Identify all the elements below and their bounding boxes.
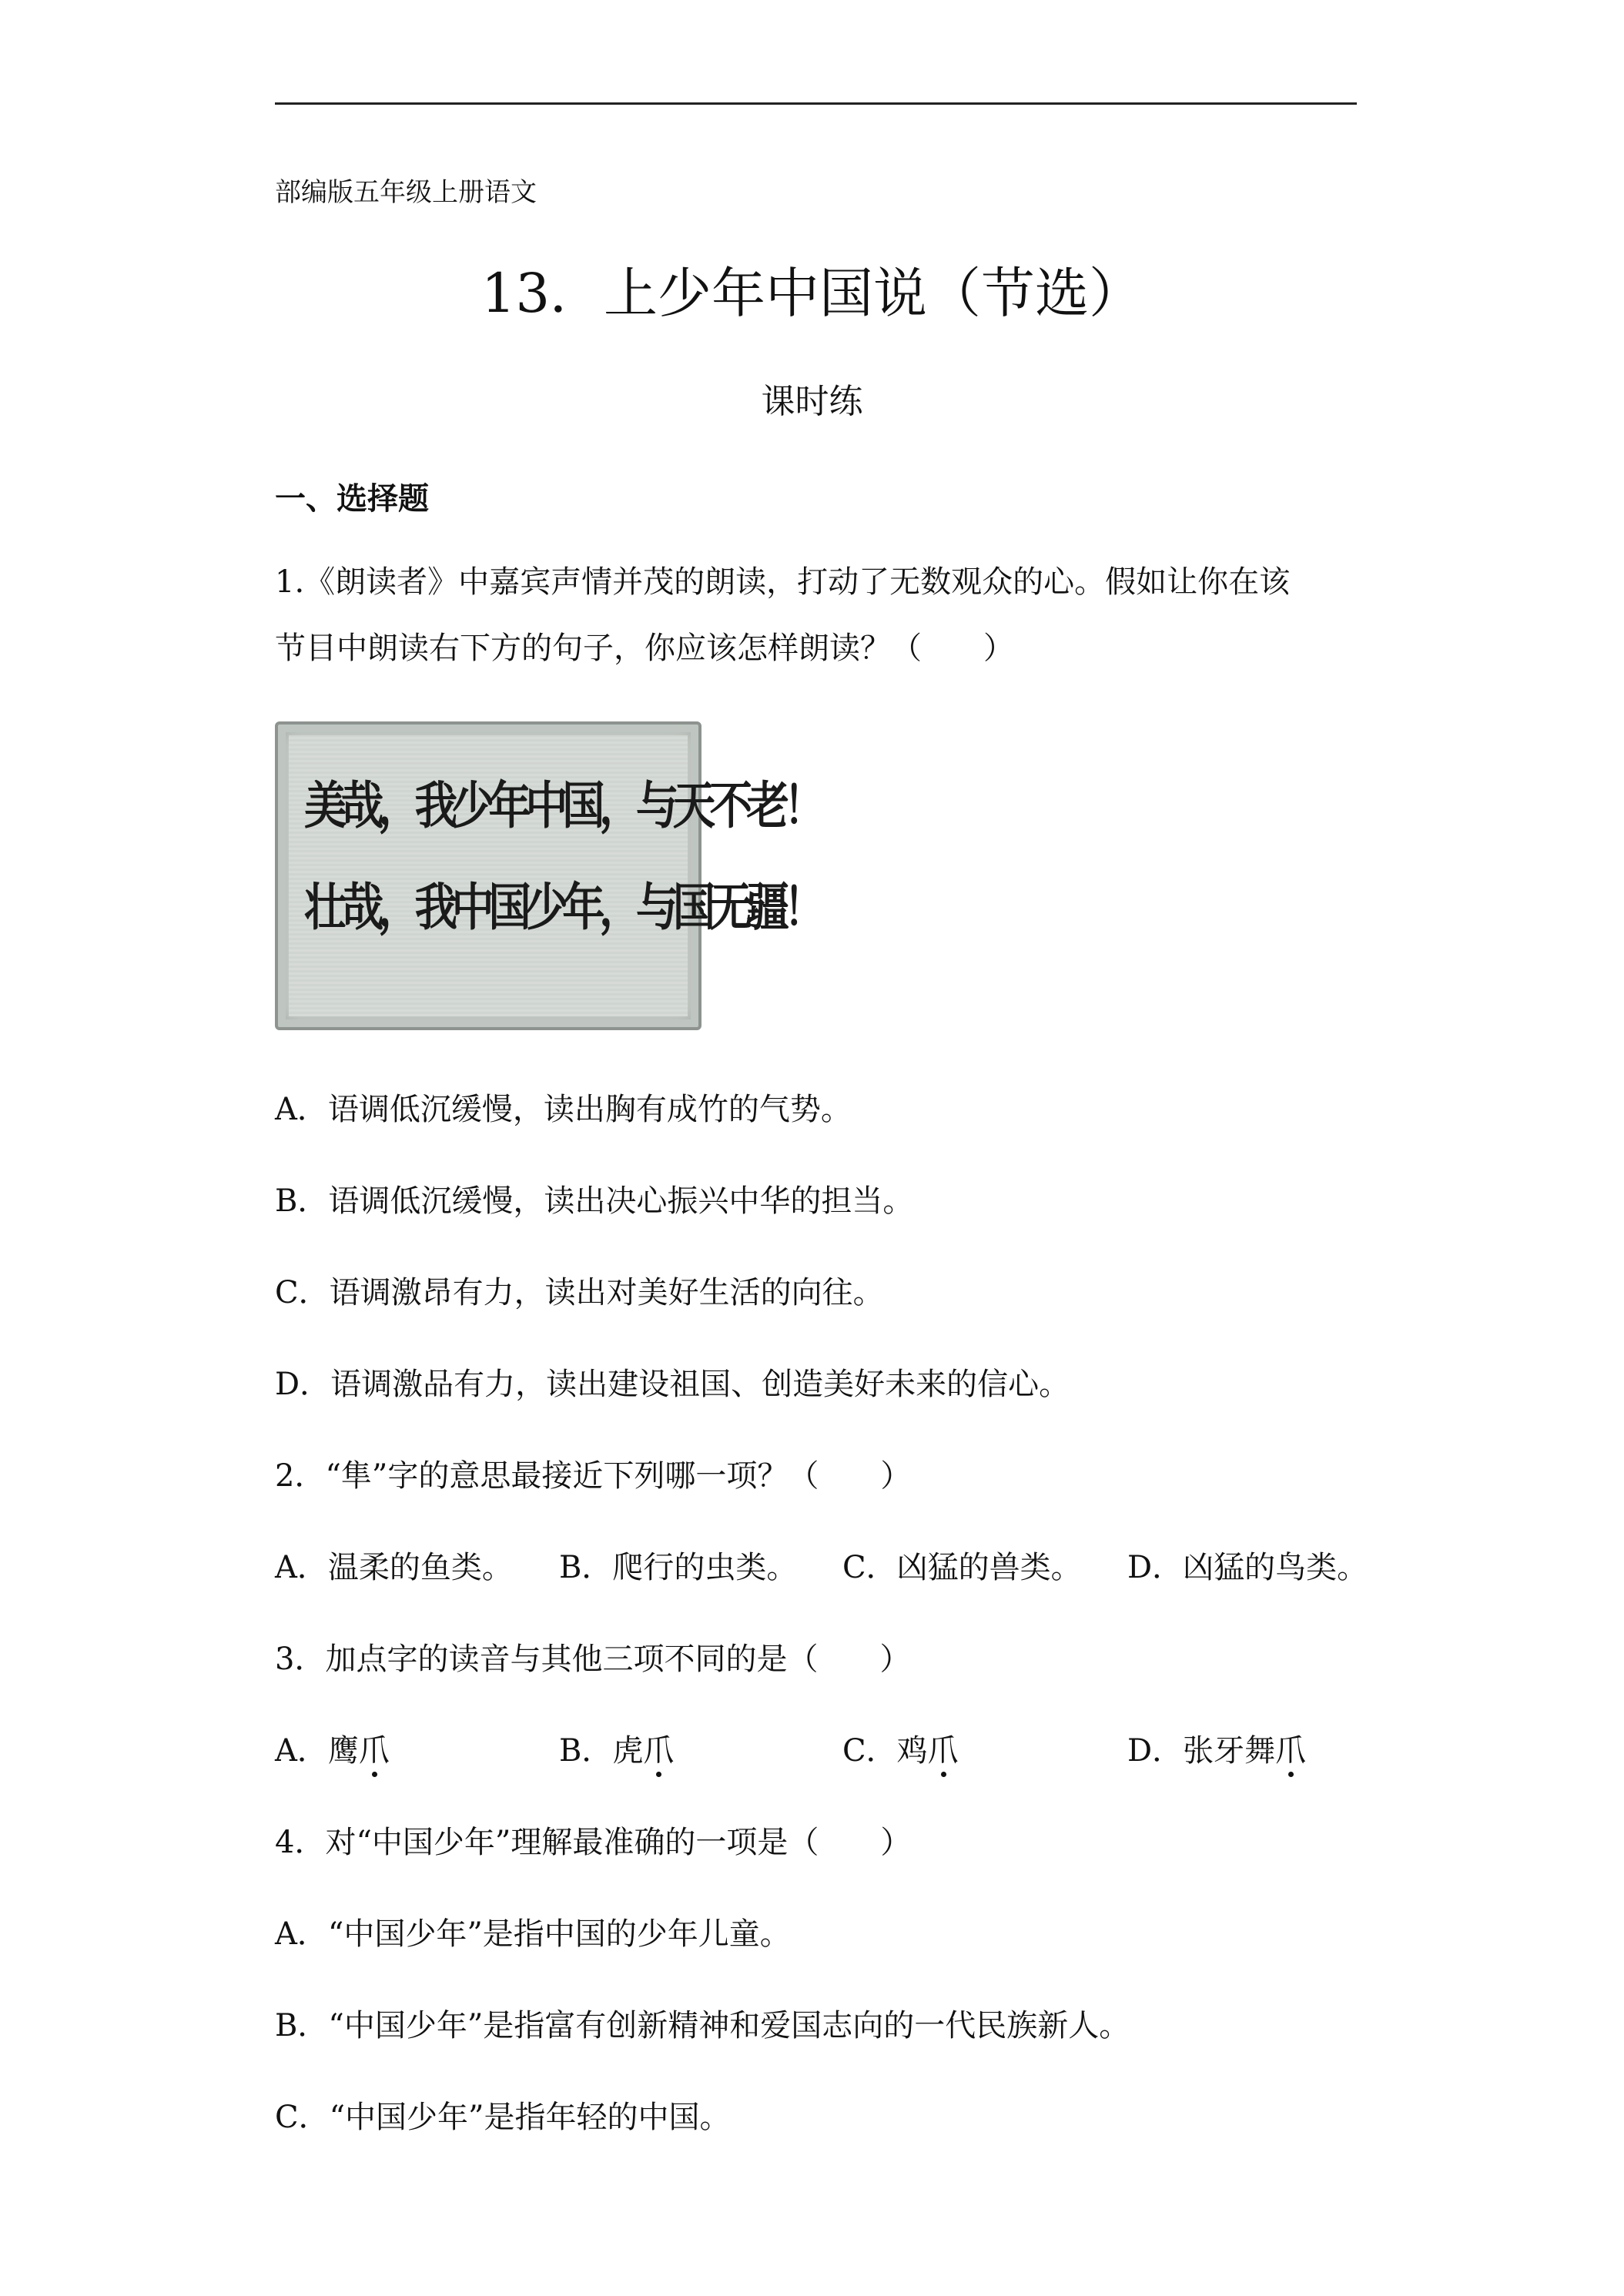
q3-option-b-text: 虎 bbox=[612, 1733, 644, 1769]
page-title: 13．上少年中国说（节选） bbox=[481, 262, 1143, 325]
q2-stem: 2．“隼”字的意思最接近下列哪一项？（ ） bbox=[275, 1458, 912, 1494]
q1-option-a: A．语调低沉缓慢，读出胸有成竹的气势。 bbox=[275, 1092, 852, 1127]
q3-option-a-dotted-char: 爪 bbox=[359, 1729, 390, 1772]
q4-option-a: A．“中国少年”是指中国的少年儿童。 bbox=[275, 1916, 791, 1952]
q1-option-c: C．语调激昂有力，读出对美好生活的向往。 bbox=[275, 1275, 884, 1310]
q1-option-d: D．语调激品有力，读出建设祖国、创造美好未来的信心。 bbox=[275, 1367, 1070, 1402]
q3-option-a bbox=[275, 1729, 390, 1772]
q2-option-b: B．爬行的虫类。 bbox=[559, 1550, 798, 1585]
q1-sentence-image bbox=[275, 721, 821, 1030]
q3-option-c-label: C． bbox=[842, 1733, 897, 1769]
q4-stem: 4．对“中国少年”理解最准确的一项是（ ） bbox=[275, 1825, 912, 1860]
q3-option-d-dotted-char: 爪 bbox=[1275, 1729, 1306, 1772]
q4-option-c: C．“中国少年”是指年轻的中国。 bbox=[275, 2100, 731, 2135]
q2-option-c: C．凶猛的兽类。 bbox=[842, 1550, 1082, 1585]
q1-image-line1: 美哉，我少年中国，与天不老！ bbox=[304, 776, 821, 835]
subject-label: 部编版五年级上册语文 bbox=[275, 177, 537, 208]
q4-option-b: B．“中国少年”是指富有创新精神和爱国志向的一代民族新人。 bbox=[275, 2008, 1130, 2043]
section-heading-choice: 一、选择题 bbox=[275, 480, 429, 517]
q1-stem-line2: 节目中朗读右下方的句子，你应该怎样朗读？（ ） bbox=[275, 631, 1014, 666]
q3-option-a-label: A． bbox=[275, 1733, 328, 1769]
q3-option-d bbox=[1127, 1729, 1306, 1772]
q1-image-board bbox=[289, 735, 821, 1016]
q2-option-d: D．凶猛的鸟类。 bbox=[1127, 1550, 1368, 1585]
q3-option-c bbox=[842, 1729, 959, 1772]
header-rule bbox=[275, 102, 1357, 105]
page-subtitle: 课时练 bbox=[761, 382, 863, 421]
q3-option-c-text: 鸡 bbox=[896, 1733, 928, 1769]
q1-option-b: B．语调低沉缓慢，读出决心振兴中华的担当。 bbox=[275, 1183, 914, 1219]
q3-option-c-dotted-char: 爪 bbox=[928, 1729, 959, 1772]
q3-option-b-label: B． bbox=[559, 1733, 613, 1769]
q2-option-a: A．温柔的鱼类。 bbox=[275, 1550, 513, 1585]
q3-option-d-text: 张牙舞 bbox=[1183, 1733, 1276, 1769]
q3-option-d-label: D． bbox=[1127, 1733, 1184, 1769]
q3-option-b-dotted-char: 爪 bbox=[643, 1729, 674, 1772]
q1-image-line2: 壮哉，我中国少年，与国无疆！ bbox=[304, 878, 821, 937]
q3-option-a-text: 鹰 bbox=[327, 1733, 359, 1769]
q1-stem-line1: 1.《朗读者》中嘉宾声情并茂的朗读，打动了无数观众的心。假如让你在该 bbox=[275, 564, 1291, 600]
q3-option-b bbox=[559, 1729, 674, 1772]
q3-stem: 3．加点字的读音与其他三项不同的是（ ） bbox=[275, 1642, 911, 1677]
